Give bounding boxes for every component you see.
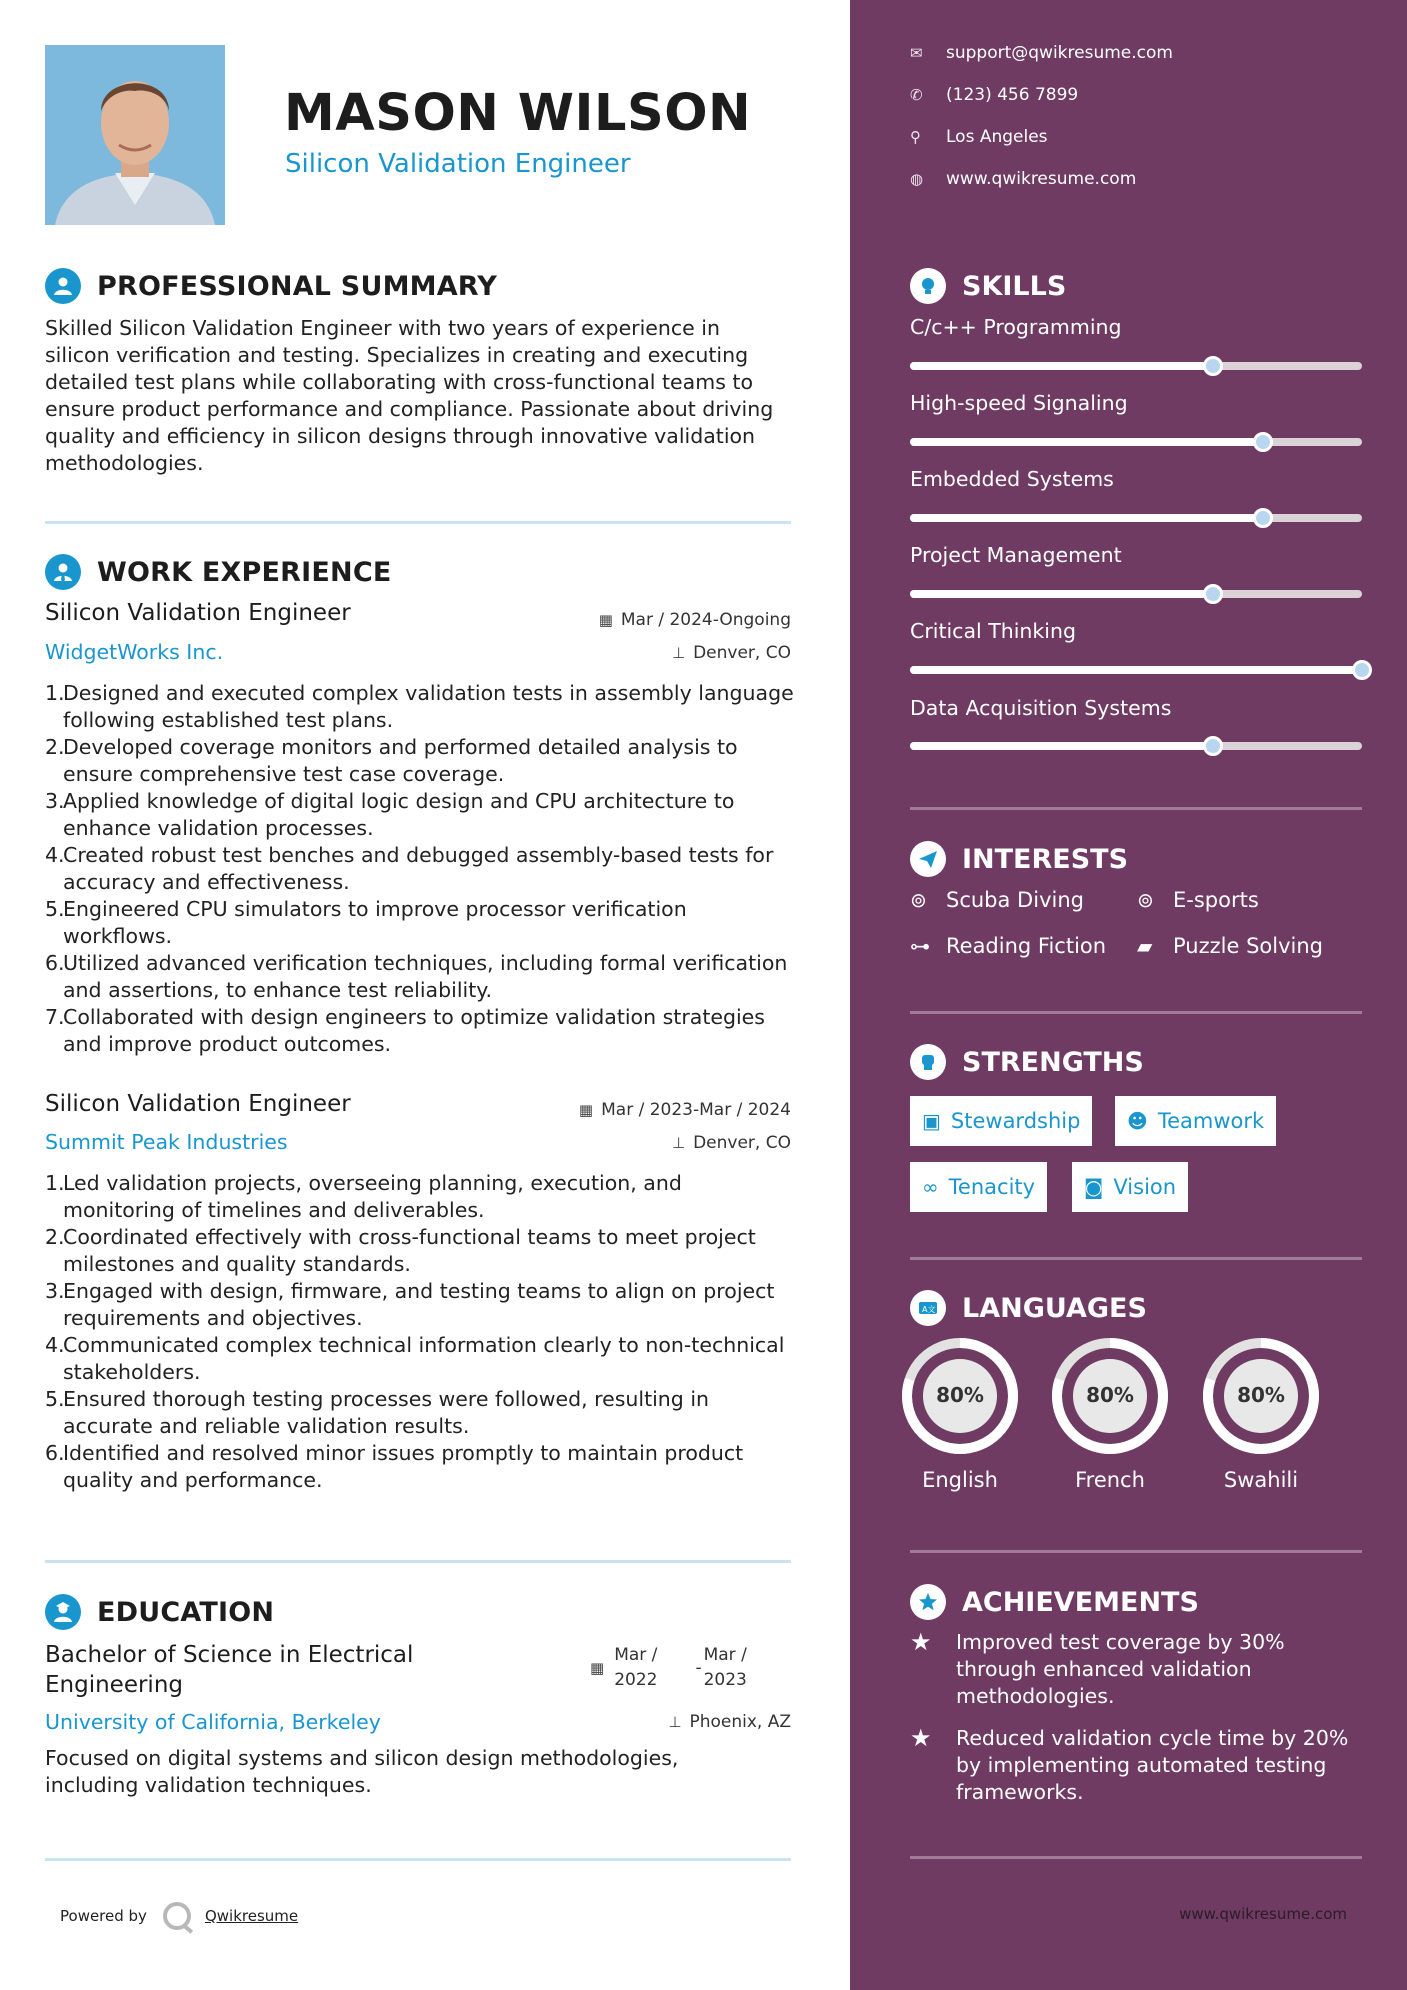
education-header: [45, 1594, 274, 1630]
education-title: EDUCATION: [97, 1596, 275, 1628]
strength-tag: [1072, 1162, 1188, 1212]
skill-name: Project Management: [910, 543, 1122, 567]
list-item: 2. Developed coverage monitors and performed detailed analysis to ensure comprehensive test case coverage.: [45, 735, 738, 786]
candidate-role: Silicon Validation Engineer: [285, 149, 631, 179]
achievement-text: Reduced validation cycle time by 20% by implementing automated testing frameworks.: [956, 1726, 1349, 1804]
language-name: French: [1075, 1468, 1145, 1492]
globe-icon: ◍: [910, 170, 924, 188]
education-dates: [590, 1643, 747, 1693]
job-location: [672, 643, 791, 663]
strength-label: Tenacity: [948, 1175, 1036, 1199]
experience-title: WORK EXPERIENCE: [97, 556, 392, 588]
skill-bar: [910, 514, 1362, 522]
end-month: Mar /: [703, 1645, 747, 1665]
list-item: 5. Engineered CPU simulators to improve processor verification workflows.: [45, 897, 687, 948]
qwikresume-logo-icon: [163, 1902, 191, 1930]
job-company: WidgetWorks Inc.: [45, 640, 224, 664]
contact-website-text: www.qwikresume.com: [946, 169, 1137, 189]
language-name: English: [922, 1468, 998, 1492]
list-item: 3. Engaged with design, firmware, and testing teams to align on project requirements and objectives.: [45, 1279, 775, 1330]
svg-text:A文: A文: [922, 1305, 936, 1314]
language-name: Swahili: [1223, 1468, 1299, 1492]
degree-line: Bachelor of Science in Electrical: [45, 1642, 414, 1668]
strengths-header: [910, 1044, 1144, 1080]
star-icon: ★: [910, 1628, 932, 1656]
contact-website[interactable]: [910, 169, 1136, 189]
skill-level-knob: [1253, 508, 1273, 528]
strength-tag: [910, 1162, 1047, 1212]
interest-item: [910, 934, 1106, 958]
divider: [910, 1011, 1362, 1014]
graduate-icon: [45, 1594, 81, 1630]
education-location: [668, 1712, 791, 1732]
skill-name: Embedded Systems: [910, 467, 1114, 491]
education-text: Focused on digital systems and silicon design methodologies, including validation techniques.: [45, 1746, 679, 1797]
skill-bar: [910, 438, 1362, 446]
lightbulb-icon: [910, 268, 946, 304]
strength-label: Stewardship: [950, 1109, 1081, 1133]
job-location: [672, 1133, 791, 1153]
divider: [910, 1550, 1362, 1553]
skills-header: [910, 268, 1066, 304]
divider: [45, 1858, 791, 1861]
skill-bar: [910, 590, 1362, 598]
skill-level-knob: [1352, 660, 1372, 680]
user-icon: [45, 268, 81, 304]
strength-tag: [910, 1096, 1092, 1146]
interest-label: Reading Fiction: [946, 934, 1107, 958]
skill-level-knob: [1203, 584, 1223, 604]
job-bullets: [45, 680, 795, 1058]
life-ring-icon: ⊚: [1137, 888, 1154, 912]
skills-title: SKILLS: [962, 270, 1067, 302]
achievements-header: [910, 1584, 1199, 1620]
start-month: Mar /: [614, 1645, 658, 1665]
date-dash: -: [695, 1658, 702, 1678]
list-item: 1. Designed and executed complex validation tests in assembly language following established test plans.: [45, 681, 794, 732]
envelope-icon: ✉: [910, 44, 923, 62]
footer-site[interactable]: www.qwikresume.com: [1179, 1905, 1347, 1923]
skill-bar-fill: [910, 590, 1213, 598]
languages-title: LANGUAGES: [962, 1292, 1147, 1324]
fist-icon: [910, 1044, 946, 1080]
end-year: 2023: [703, 1670, 747, 1690]
list-item: 4. Communicated complex technical information clearly to non-technical stakeholders.: [45, 1333, 785, 1384]
skill-bar: [910, 666, 1362, 674]
achievements-title: ACHIEVEMENTS: [962, 1586, 1199, 1618]
language-icon: [910, 1290, 946, 1326]
interest-item: [1137, 888, 1259, 912]
strengths-title: STRENGTHS: [962, 1046, 1144, 1078]
job-bullets: [45, 1170, 795, 1494]
location-pin-icon: ⚲: [910, 128, 921, 146]
language-item: [1050, 1336, 1170, 1492]
skill-name: C/c++ Programming: [910, 315, 1122, 339]
link-icon: ∞: [922, 1175, 939, 1199]
achievement-item: [910, 1725, 1370, 1806]
language-percent: 80%: [1086, 1383, 1134, 1407]
qwikresume-link[interactable]: Qwikresume: [204, 1907, 299, 1925]
divider: [45, 1560, 791, 1563]
calendar-icon: ▦: [598, 611, 613, 629]
list-item: 6. Identified and resolved minor issues promptly to maintain product quality and performance.: [45, 1441, 744, 1492]
gamepad-icon: ⊶: [910, 934, 930, 958]
summary-text: Skilled Silicon Validation Engineer with two years of experience in silicon verification and testing. Specializes in creating and executing detailed test plans while collaborating with cross-functional teams to ensure product performance and compliance. Passionate about driving quality and efficiency in silicon designs through innovative validation methodologies.: [45, 316, 774, 475]
skill-bar-fill: [910, 438, 1263, 446]
list-item: 7. Collaborated with design engineers to optimize validation strategies and improve product outcomes.: [45, 1005, 765, 1056]
summary-title: PROFESSIONAL SUMMARY: [97, 270, 498, 302]
achievement-text: Improved test coverage by 30% through enhanced validation methodologies.: [956, 1630, 1285, 1708]
user-tie-icon: [45, 554, 81, 590]
interest-item: [1137, 934, 1323, 958]
binoculars-icon: ◙: [1084, 1175, 1104, 1199]
contact-email[interactable]: [910, 43, 1173, 63]
skill-level-knob: [1203, 736, 1223, 756]
pushpin-icon: ⊥: [672, 644, 686, 662]
skill-bar: [910, 362, 1362, 370]
divider: [910, 807, 1362, 810]
interest-label: Scuba Diving: [946, 888, 1084, 912]
briefcase-icon: ▣: [922, 1109, 941, 1133]
job-title: Silicon Validation Engineer: [45, 600, 351, 626]
education-location-text: Phoenix, AZ: [689, 1712, 791, 1732]
degree-line: Engineering: [45, 1672, 183, 1698]
list-item: 5. Ensured thorough testing processes were followed, resulting in accurate and reliable validation results.: [45, 1387, 710, 1438]
job-title: Silicon Validation Engineer: [45, 1091, 351, 1117]
strength-label: Teamwork: [1157, 1109, 1265, 1133]
list-item: 2. Coordinated effectively with cross-functional teams to meet project milestones and quality standards.: [45, 1225, 756, 1276]
skill-name: Critical Thinking: [910, 619, 1076, 643]
language-percent: 80%: [936, 1383, 984, 1407]
life-ring-icon: ⊚: [910, 888, 927, 912]
skill-level-knob: [1203, 356, 1223, 376]
divider: [910, 1257, 1362, 1260]
skill-bar-fill: [910, 666, 1362, 674]
language-percent: 80%: [1237, 1383, 1285, 1407]
star-icon: ★: [910, 1724, 932, 1752]
sidebar: [850, 0, 1407, 1990]
contact-location: [910, 127, 1048, 147]
skill-bar: [910, 742, 1362, 750]
summary-header: [45, 268, 497, 304]
list-item: 1. Led validation projects, overseeing planning, execution, and monitoring of timelines and deliverables.: [45, 1171, 682, 1222]
job-location-text: Denver, CO: [693, 1133, 791, 1153]
divider: [45, 521, 791, 524]
strength-tag: [1115, 1096, 1276, 1146]
interest-label: Puzzle Solving: [1173, 934, 1323, 958]
contact-phone[interactable]: [910, 85, 1078, 105]
skill-bar-fill: [910, 362, 1213, 370]
candidate-name: MASON WILSON: [284, 84, 752, 143]
job-location-text: Denver, CO: [693, 643, 791, 663]
job-dates-text: Mar / 2024-Ongoing: [620, 610, 791, 630]
degree-title: [45, 1640, 413, 1700]
strength-label: Vision: [1113, 1175, 1177, 1199]
skill-bar-fill: [910, 514, 1263, 522]
job-dates: [579, 1100, 791, 1120]
skill-name: Data Acquisition Systems: [910, 696, 1172, 720]
list-item: 6. Utilized advanced verification techniques, including formal verification and assertions, to enhance test reliability.: [45, 951, 788, 1002]
skill-level-knob: [1253, 432, 1273, 452]
skill-name: High-speed Signaling: [910, 391, 1128, 415]
job-dates: [599, 610, 791, 630]
skill-bar-fill: [910, 742, 1213, 750]
languages-header: [910, 1290, 1147, 1326]
users-icon: ☻: [1127, 1109, 1148, 1133]
experience-header: [45, 554, 391, 590]
contact-location-text: Los Angeles: [946, 127, 1048, 147]
book-icon: ▰: [1137, 934, 1153, 958]
interests-title: INTERESTS: [962, 843, 1129, 875]
list-item: 4. Created robust test benches and debugged assembly-based tests for accuracy and effectiveness.: [45, 843, 774, 894]
paper-plane-icon: [910, 841, 946, 877]
interests-header: [910, 841, 1128, 877]
divider: [910, 1856, 1362, 1859]
language-ring: [1050, 1336, 1170, 1456]
interest-label: E-sports: [1173, 888, 1259, 912]
interest-item: [910, 888, 1084, 912]
contact-email-text: support@qwikresume.com: [946, 43, 1173, 63]
powered-by-label: Powered by: [60, 1907, 147, 1925]
language-item: [1201, 1336, 1321, 1492]
job-company: Summit Peak Industries: [45, 1130, 288, 1154]
list-item: 3. Applied knowledge of digital logic design and CPU architecture to enhance validation processes.: [45, 789, 735, 840]
powered-by: [60, 1902, 298, 1930]
language-item: [900, 1336, 1020, 1492]
phone-icon: ✆: [910, 86, 923, 104]
contact-phone-text: (123) 456 7899: [946, 85, 1079, 105]
profile-photo: [45, 45, 225, 225]
calendar-icon: ▦: [578, 1101, 594, 1119]
school-name: University of California, Berkeley: [45, 1710, 381, 1734]
job-dates-text: Mar / 2023-Mar / 2024: [601, 1100, 791, 1120]
pushpin-icon: ⊥: [672, 1134, 686, 1152]
star-badge-icon: [910, 1584, 946, 1620]
start-year: 2022: [614, 1670, 658, 1690]
language-ring: [1201, 1336, 1321, 1456]
achievement-item: [910, 1629, 1370, 1710]
pushpin-icon: ⊥: [668, 1713, 682, 1731]
language-ring: [900, 1336, 1020, 1456]
calendar-icon: ▦: [590, 1659, 605, 1677]
